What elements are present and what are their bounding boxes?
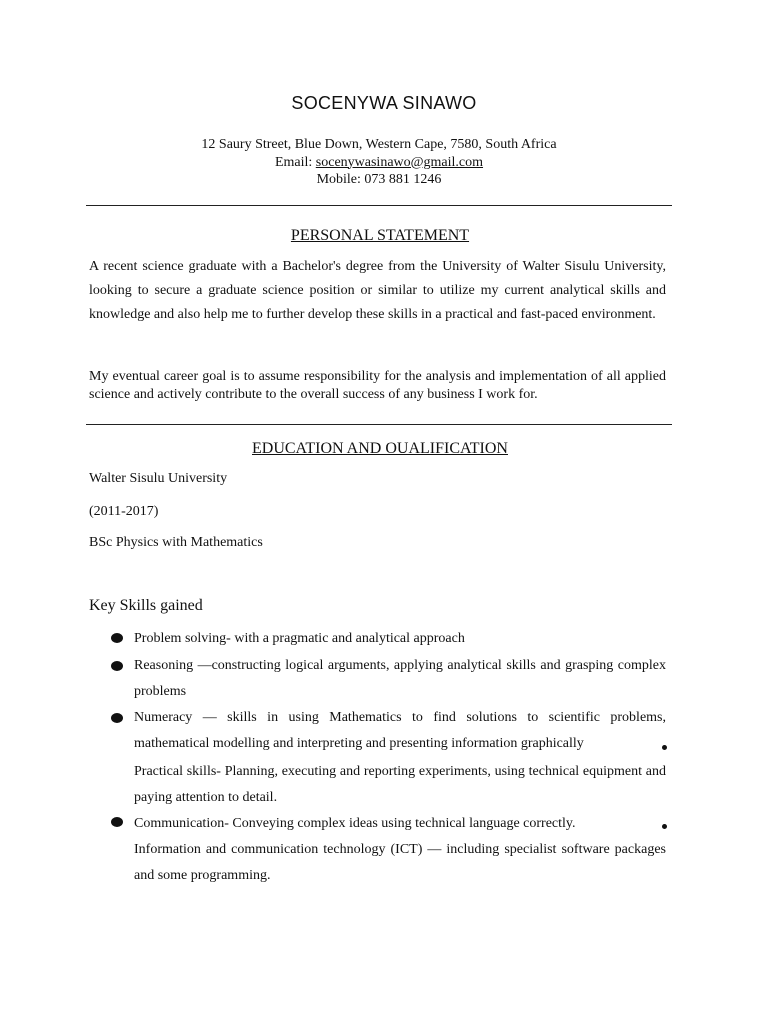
section-divider	[86, 424, 672, 425]
section-divider	[86, 205, 672, 206]
education-heading: EDUCATION AND OUALIFICATION	[252, 440, 508, 457]
education-institution: Walter Sisulu University	[89, 471, 228, 486]
bullet-icon	[662, 745, 667, 750]
skill-item: Problem solving- with a pragmatic and analytical approach	[134, 631, 465, 646]
contact-block	[0, 136, 758, 189]
address-line: 12 Saury Street, Blue Down, Western Cape, 7580, South Africa	[201, 137, 557, 152]
career-goal-paragraph: My eventual career goal is to assume responsibility for the analysis and implementation of all applied science and actively contribute to the overall success of any business I work for.	[89, 369, 666, 402]
personal-statement-paragraph: A recent science graduate with a Bachelor's degree from the University of Walter Sisulu University, looking to secure a graduate science position or similar to utilize my current analytical skills and knowledge and also help me to further develop these skills in a practical and fast-paced environment.	[89, 259, 666, 322]
personal-statement-heading: PERSONAL STATEMENT	[290, 227, 470, 244]
education-degree: BSc Physics with Mathematics	[89, 535, 263, 550]
email-line	[0, 154, 758, 172]
bullet-icon	[111, 817, 123, 827]
mobile-line: Mobile: 073 881 1246	[316, 172, 442, 187]
key-skills-heading: Key Skills gained	[89, 597, 203, 614]
bullet-icon	[111, 661, 123, 671]
email-label: Email:	[274, 154, 316, 170]
bullet-icon	[111, 633, 123, 643]
skill-item: Information and communication technology (ICT) — including specialist software packages and some programming.	[134, 842, 666, 883]
skill-item: Reasoning —constructing logical arguments, applying analytical skills and grasping complex problems	[134, 658, 666, 699]
skill-item: Numeracy — skills in using Mathematics to find solutions to scientific problems, mathematical modelling and interpreting and presenting information graphically	[134, 710, 666, 751]
candidate-name: SOCENYWA SINAWO	[291, 93, 477, 113]
bullet-icon	[662, 824, 667, 829]
skill-item: Practical skills- Planning, executing and reporting experiments, using technical equipment and paying attention to detail.	[134, 764, 666, 805]
skill-item: Communication- Conveying complex ideas using technical language correctly.	[134, 816, 576, 831]
email-link[interactable]: socenywasinawo@gmail.com	[315, 154, 484, 170]
education-years: (2011-2017)	[89, 504, 159, 519]
bullet-icon	[111, 713, 123, 723]
